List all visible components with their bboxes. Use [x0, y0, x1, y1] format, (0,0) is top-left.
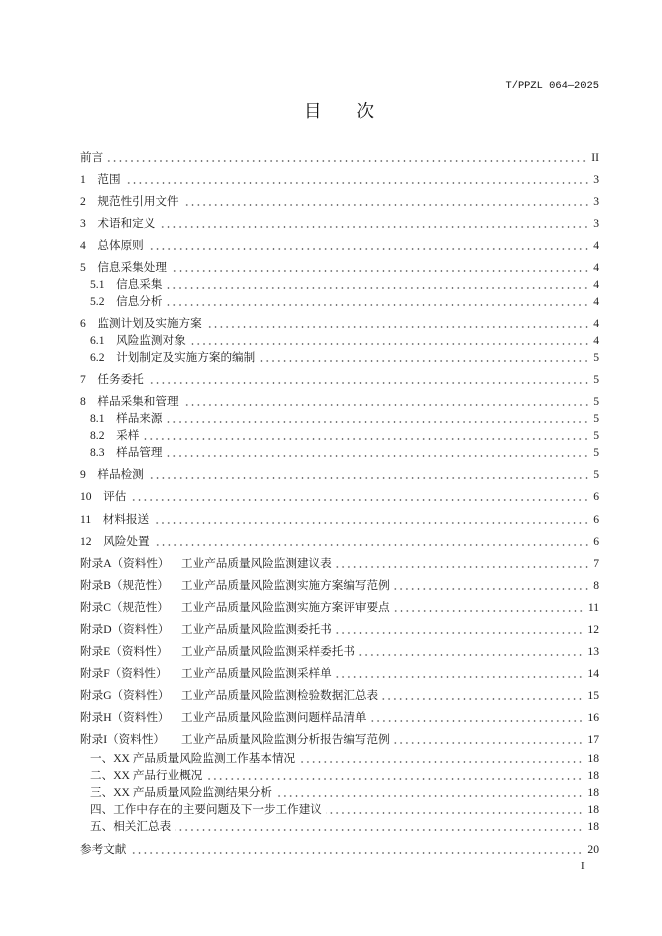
entry-page-number: 6 — [593, 512, 599, 526]
appendix-label: 附录A（资料性） — [80, 556, 170, 570]
subclause-number: 5.1 — [90, 277, 105, 291]
entry-page-number: 4 — [593, 334, 599, 348]
toc-appendix-entry[interactable] — [80, 599, 599, 616]
toc-subentry[interactable] — [80, 784, 599, 801]
entry-page-number: 16 — [587, 711, 599, 725]
entry-page-number: 18 — [587, 752, 599, 766]
entry-page-number: 6 — [593, 490, 599, 504]
entry-page-number: 18 — [587, 769, 599, 783]
entry-title: 样品检测 — [97, 468, 144, 482]
entry-title: 工业产品质量风险监测实施方案编写范例 — [181, 578, 390, 592]
entry-title: 二、XX 产品行业概况 — [90, 769, 203, 783]
entry-page-number: 4 — [593, 238, 599, 252]
clause-number: 8 — [80, 395, 86, 409]
entry-title: 工业产品质量风险监测问题样品清单 — [181, 711, 367, 725]
dot-leader — [336, 621, 584, 638]
toc-entry[interactable] — [80, 315, 599, 332]
entry-title: 材料报送 — [102, 512, 150, 526]
appendix-label: 附录F（资料性） — [80, 667, 168, 681]
entry-page-number: 17 — [587, 733, 599, 747]
dot-leader — [166, 276, 589, 293]
toc-subentry[interactable] — [80, 818, 599, 835]
appendix-label: 附录D（资料性） — [80, 623, 170, 636]
appendix-label: 附录I（资料性） — [80, 733, 166, 747]
entry-title: 样品管理 — [116, 446, 163, 460]
dot-leader — [359, 643, 583, 660]
toc-appendix-entry[interactable] — [80, 731, 599, 748]
dot-leader — [394, 577, 590, 594]
entry-title: 工业产品质量风险监测分析报告编写范例 — [181, 733, 390, 747]
clause-number: 5 — [80, 260, 86, 274]
entry-page-number: 11 — [587, 600, 599, 614]
dot-leader — [394, 731, 584, 748]
dot-leader — [175, 818, 583, 835]
entry-title: 规范性引用文件 — [97, 194, 179, 208]
toc-entry[interactable] — [80, 488, 599, 505]
entry-title: 信息分析 — [116, 294, 163, 308]
appendix-label: 附录G（资料性） — [80, 689, 170, 703]
subclause-number: 5.2 — [90, 294, 105, 308]
entry-page-number: 18 — [587, 803, 599, 817]
dot-leader — [183, 393, 590, 410]
toc-subentry[interactable] — [80, 750, 599, 767]
clause-number: 11 — [80, 512, 92, 526]
entry-page-number: 18 — [587, 820, 599, 834]
entry-title: 五、相关汇总表 — [90, 820, 172, 834]
dot-leader — [336, 555, 589, 572]
entry-page-number: 5 — [593, 395, 599, 409]
toc-entry[interactable] — [80, 171, 599, 188]
entry-title: 前言 — [80, 150, 104, 164]
toc-entry[interactable] — [80, 533, 599, 550]
toc-subentry[interactable] — [80, 427, 599, 444]
entry-title: 工业产品质量风险监测建议表 — [181, 556, 332, 570]
entry-page-number: 20 — [587, 842, 599, 856]
dot-leader — [259, 349, 589, 366]
entry-title: 工业产品质量风险监测采样单 — [181, 667, 332, 681]
subclause-number: 8.2 — [90, 429, 105, 443]
dot-leader — [166, 410, 589, 427]
toc-subentry[interactable] — [80, 276, 599, 293]
entry-page-number: 14 — [587, 667, 599, 681]
entry-title: 计划制定及实施方案的编制 — [116, 351, 256, 365]
toc-entry[interactable] — [80, 149, 599, 166]
clause-number: 2 — [80, 194, 86, 208]
dot-leader — [154, 533, 590, 550]
entry-title: 信息采集 — [116, 277, 163, 291]
document-code: T/PPZL 064—2025 — [505, 80, 599, 92]
entry-page-number: 4 — [593, 294, 599, 308]
entry-title: 信息采集处理 — [97, 260, 167, 274]
dot-leader — [171, 259, 589, 276]
clause-number: 9 — [80, 468, 86, 482]
entry-title: 工业产品质量风险监测采样委托书 — [181, 645, 355, 659]
entry-title: 采样 — [116, 429, 140, 443]
entry-title: 工业产品质量风险监测委托书 — [181, 623, 332, 636]
appendix-label: 附录E（资料性） — [80, 645, 169, 659]
entry-page-number: 8 — [593, 578, 599, 592]
entry-title: 四、工作中存在的主要问题及下一步工作建议 — [90, 803, 322, 817]
entry-title: 工业产品质量风险监测检验数据汇总表 — [181, 689, 379, 703]
entry-title: 评估 — [103, 490, 127, 504]
toc-entry[interactable] — [80, 215, 599, 232]
entry-page-number: 4 — [593, 260, 599, 274]
entry-page-number: 5 — [593, 373, 599, 387]
entry-title: 一、XX 产品质量风险监测工作基本情况 — [90, 752, 296, 766]
dot-leader — [382, 687, 583, 704]
clause-number: 7 — [80, 373, 86, 387]
entry-page-number: 4 — [593, 277, 599, 291]
subclause-number: 6.1 — [90, 334, 105, 348]
subclause-number: 8.1 — [90, 412, 105, 426]
clause-number: 4 — [80, 238, 86, 252]
toc-appendix-entry[interactable] — [80, 621, 599, 638]
entry-title: 范围 — [97, 172, 121, 186]
dot-leader — [125, 171, 590, 188]
page-number: I — [581, 860, 585, 872]
toc-subentry[interactable] — [80, 801, 599, 818]
dot-leader — [183, 193, 590, 210]
dot-leader — [190, 332, 590, 349]
entry-page-number: 18 — [587, 786, 599, 800]
dot-leader — [153, 511, 589, 528]
entry-title: 样品采集和管理 — [97, 395, 179, 409]
table-of-contents — [80, 149, 599, 858]
entry-title: 参考文献 — [80, 842, 127, 856]
dot-leader — [394, 599, 584, 616]
dot-leader — [148, 466, 589, 483]
clause-number: 6 — [80, 317, 86, 331]
toc-heading: 目 次 — [304, 102, 374, 122]
entry-title: 样品来源 — [116, 412, 163, 426]
toc-entry[interactable] — [80, 511, 599, 528]
entry-page-number: 5 — [593, 429, 599, 443]
entry-page-number: 7 — [593, 556, 599, 570]
dot-leader — [326, 801, 584, 818]
entry-page-number: 3 — [593, 194, 599, 208]
toc-appendix-entry[interactable] — [80, 577, 599, 594]
subclause-number: 8.3 — [90, 446, 105, 460]
toc-appendix-entry[interactable] — [80, 687, 599, 704]
subclause-number: 6.2 — [90, 351, 105, 365]
dot-leader — [336, 665, 584, 682]
entry-page-number: 13 — [587, 645, 599, 659]
dot-leader — [159, 215, 589, 232]
toc-subentry[interactable] — [80, 349, 599, 366]
dot-leader — [206, 315, 589, 332]
entry-page-number: 5 — [593, 412, 599, 426]
dot-leader — [166, 293, 589, 310]
toc-entry[interactable] — [80, 841, 599, 858]
dot-leader — [143, 427, 589, 444]
entry-page-number: 4 — [593, 317, 599, 331]
toc-appendix-entry[interactable] — [80, 555, 599, 572]
toc-subentry[interactable] — [80, 293, 599, 310]
appendix-label: 附录B（规范性） — [80, 578, 169, 592]
toc-appendix-entry[interactable] — [80, 643, 599, 660]
entry-title: 术语和定义 — [97, 216, 156, 230]
dot-leader — [130, 841, 583, 858]
clause-number: 3 — [80, 216, 86, 230]
entry-title: 总体原则 — [97, 238, 144, 252]
entry-title: 任务委托 — [97, 373, 144, 387]
entry-title: 三、XX 产品质量风险监测结果分析 — [90, 786, 272, 800]
dot-leader — [276, 784, 583, 801]
dot-leader — [107, 149, 587, 166]
clause-number: 12 — [80, 534, 92, 548]
toc-appendix-entry[interactable] — [80, 709, 599, 726]
toc-entry[interactable] — [80, 393, 599, 410]
toc-entry[interactable] — [80, 237, 599, 254]
dot-leader — [166, 444, 589, 461]
toc-subentry[interactable] — [80, 332, 599, 349]
dot-leader — [299, 750, 583, 767]
toc-subentry[interactable] — [80, 444, 599, 461]
toc-entry[interactable] — [80, 466, 599, 483]
dot-leader — [371, 709, 584, 726]
entry-page-number: 15 — [587, 689, 599, 703]
entry-page-number: 6 — [593, 534, 599, 548]
dot-leader — [148, 237, 589, 254]
entry-title: 监测计划及实施方案 — [97, 317, 202, 331]
entry-page-number: 3 — [593, 216, 599, 230]
toc-subentry[interactable] — [80, 410, 599, 427]
toc-entry[interactable] — [80, 371, 599, 388]
entry-title: 风险处置 — [103, 534, 150, 548]
dot-leader — [206, 767, 583, 784]
entry-page-number: 3 — [593, 172, 599, 186]
toc-subentry[interactable] — [80, 767, 599, 784]
clause-number: 1 — [80, 172, 86, 186]
clause-number: 10 — [80, 490, 92, 504]
entry-page-number: 5 — [593, 446, 599, 460]
entry-page-number: 5 — [593, 468, 599, 482]
toc-appendix-entry[interactable] — [80, 665, 599, 682]
entry-title: 风险监测对象 — [116, 334, 186, 348]
entry-page-number: 12 — [587, 623, 599, 636]
toc-entry[interactable] — [80, 193, 599, 210]
entry-title: 工业产品质量风险监测实施方案评审要点 — [181, 600, 390, 614]
dot-leader — [148, 371, 589, 388]
entry-page-number: II — [591, 150, 599, 164]
dot-leader — [130, 488, 589, 505]
appendix-label: 附录H（资料性） — [80, 711, 170, 725]
entry-page-number: 5 — [593, 351, 599, 365]
toc-entry[interactable] — [80, 259, 599, 276]
appendix-label: 附录C（规范性） — [80, 600, 169, 614]
